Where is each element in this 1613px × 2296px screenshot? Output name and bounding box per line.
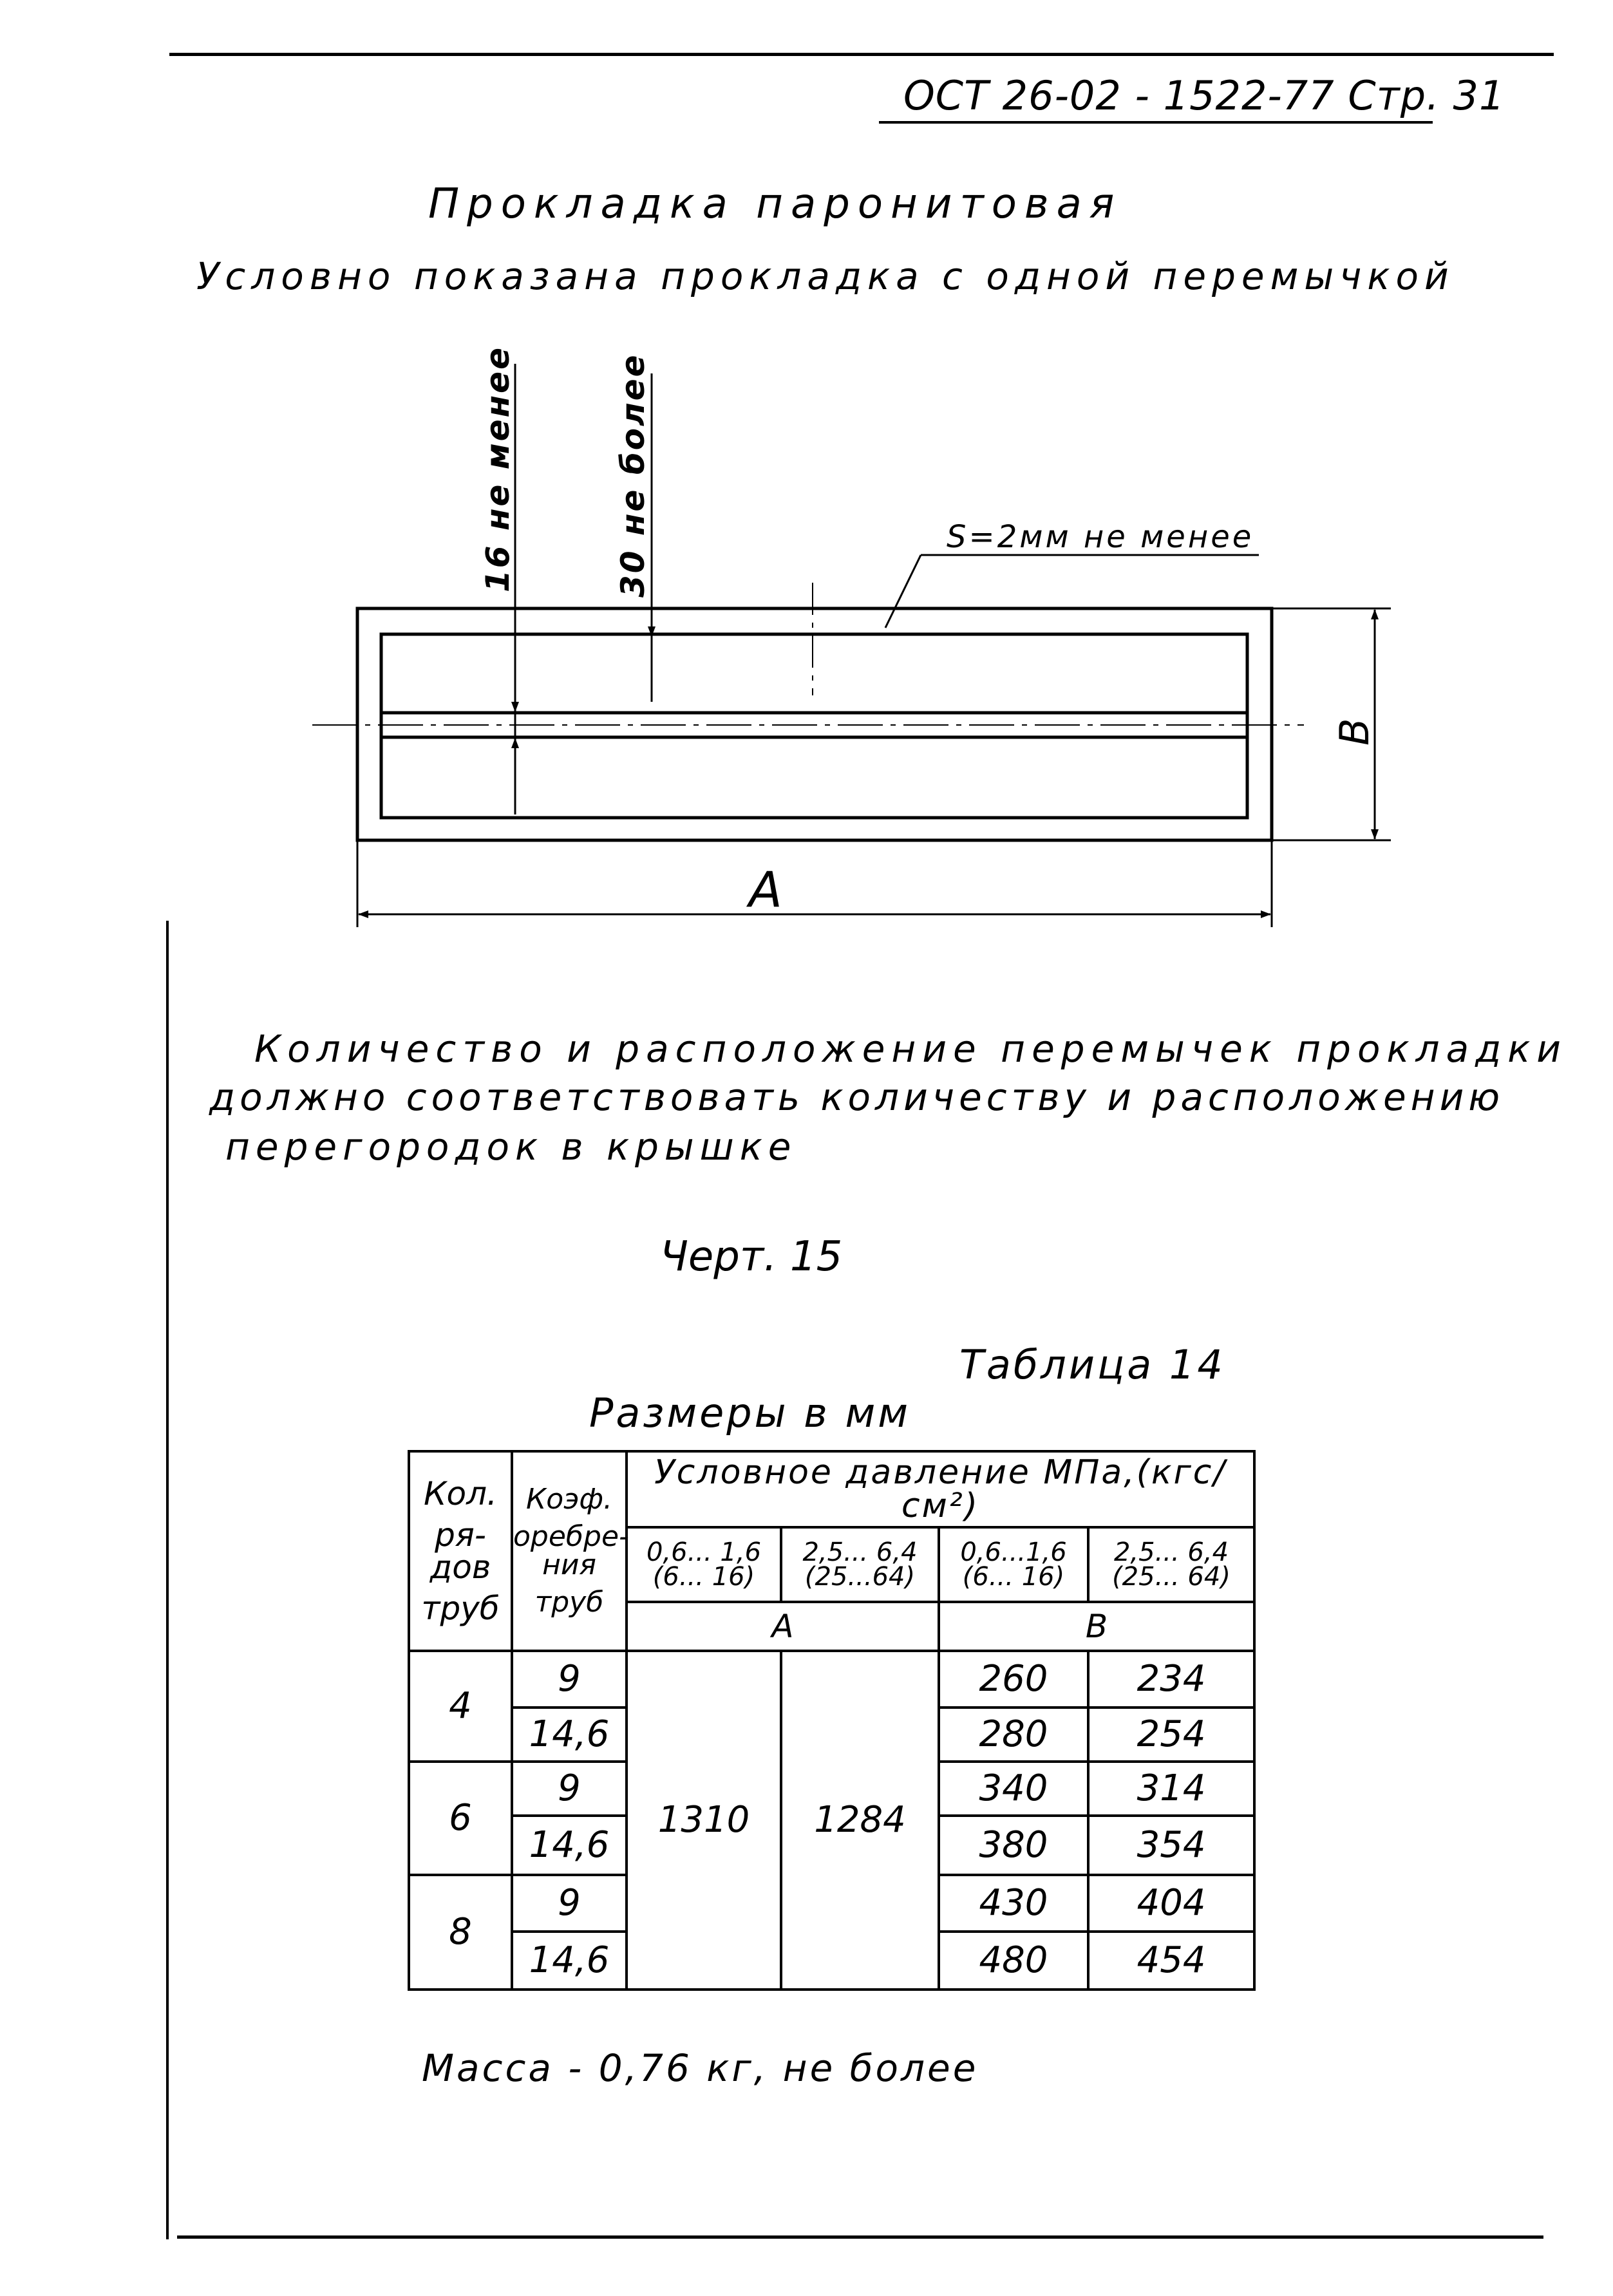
cell-rows-count: 6 [409, 1762, 512, 1875]
dims-label: S=2мм не менее [947, 519, 1254, 555]
dima-label: А [749, 861, 782, 918]
cell-b-high: 254 [1088, 1708, 1254, 1762]
table-row [409, 1651, 1254, 1708]
dimb-label: В [1331, 718, 1378, 746]
cell-rows-count: 4 [409, 1651, 512, 1762]
cell-b-high: 314 [1088, 1762, 1254, 1816]
cell-coef: 14,6 [512, 1708, 627, 1762]
cell-b-high: 454 [1088, 1932, 1254, 1990]
note-line-2: должно соответствовать количеству и расположению [209, 1075, 1505, 1119]
cell-b-high: 404 [1088, 1875, 1254, 1932]
gasket-inner-opening [381, 634, 1247, 818]
dim16-label: 16 не менее [479, 346, 516, 592]
bottom-border-line [177, 2235, 1543, 2239]
cell-rows-count: 8 [409, 1875, 512, 1990]
cell-b-low: 380 [939, 1816, 1088, 1875]
cell-b-high: 234 [1088, 1651, 1254, 1708]
cell-a-high: 1284 [781, 1651, 939, 1990]
cell-coef: 14,6 [512, 1932, 627, 1990]
cell-coef: 9 [512, 1651, 627, 1708]
figure-caption: Черт. 15 [660, 1233, 843, 1281]
s-leader-diagonal [885, 555, 921, 628]
header-p-a-low: 0,6... 1,6 (6... 16) [627, 1527, 781, 1602]
dim30-label: 30 не более [614, 353, 652, 598]
header-fin-coefficient: Коэф. оребре- ния труб [512, 1451, 627, 1651]
table-subcaption: Размеры в мм [589, 1389, 911, 1436]
cell-coef: 9 [512, 1875, 627, 1932]
cell-coef: 9 [512, 1762, 627, 1816]
gasket-subtitle: Условно показана прокладка с одной перемычкой [196, 254, 1455, 298]
header-p-b-high: 2,5... 6,4 (25... 64) [1088, 1527, 1254, 1602]
table-caption: Таблица 14 [959, 1341, 1225, 1388]
left-border-line [166, 921, 169, 2239]
cell-coef: 14,6 [512, 1816, 627, 1875]
gasket-title: Прокладка паронитовая [428, 180, 1122, 228]
note-line-3: перегородок в крышке [225, 1125, 797, 1169]
cell-b-high: 354 [1088, 1816, 1254, 1875]
standard-code: ОСТ 26-02 - 1522-77 Стр. 31 [903, 72, 1505, 119]
header-group-b: В [939, 1602, 1254, 1651]
cell-b-low: 340 [939, 1762, 1088, 1816]
cell-b-low: 430 [939, 1875, 1088, 1932]
note-line-1: Количество и расположение перемычек прокладки [254, 1027, 1567, 1071]
mass-note: Масса - 0,76 кг, не более [422, 2046, 979, 2090]
header-p-a-high: 2,5... 6,4 (25...64) [781, 1527, 939, 1602]
header-p-b-low: 0,6...1,6 (6... 16) [939, 1527, 1088, 1602]
cell-b-low: 260 [939, 1651, 1088, 1708]
cell-b-low: 280 [939, 1708, 1088, 1762]
header-nominal-pressure: Условное давление МПа,(кгс/см²) [627, 1451, 1254, 1527]
cell-b-low: 480 [939, 1932, 1088, 1990]
header-group-a: А [627, 1602, 939, 1651]
cell-a-low: 1310 [627, 1651, 781, 1990]
header-rows-count: Кол. ря- дов труб [409, 1451, 512, 1651]
gasket-drawing [0, 0, 1613, 966]
dimensions-table [408, 1450, 1256, 1991]
